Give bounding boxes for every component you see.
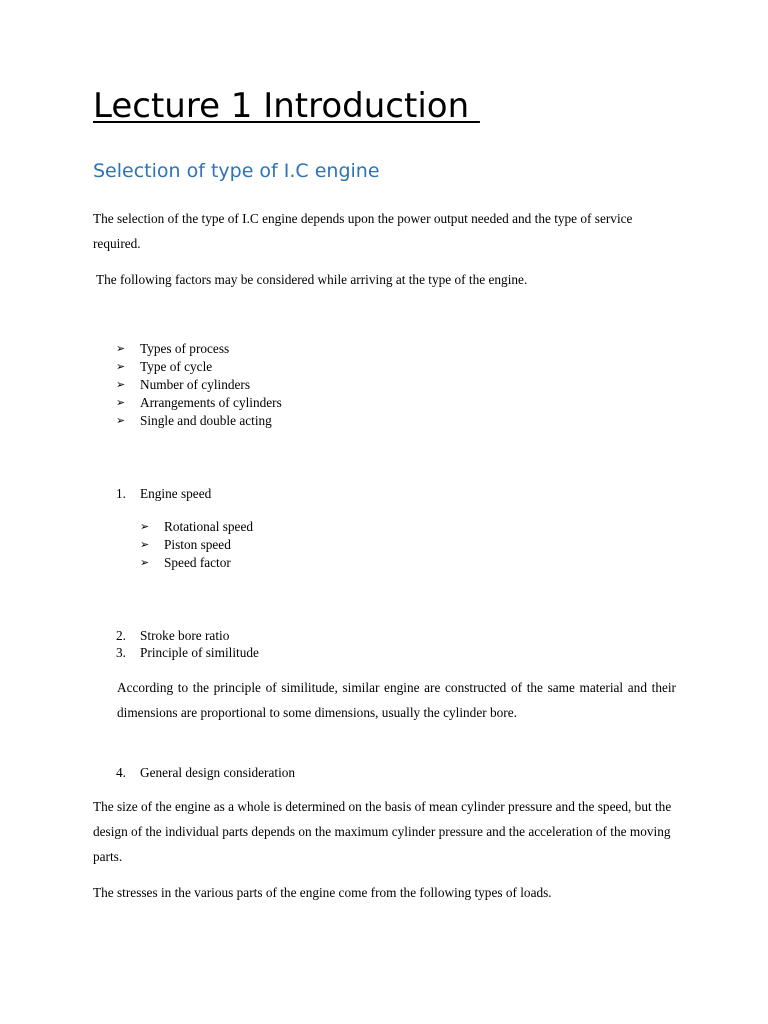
list-item bbox=[116, 394, 282, 412]
arrow-bullet-icon: ➢ bbox=[140, 556, 150, 569]
list-item-label: Single and double acting bbox=[140, 413, 272, 428]
list-item bbox=[116, 358, 282, 376]
list-item-label: Speed factor bbox=[164, 555, 231, 570]
numbered-item-1 bbox=[116, 485, 211, 503]
numbered-item-label: Engine speed bbox=[140, 486, 212, 501]
stresses-paragraph: The stresses in the various parts of the engine come from the following types of loads. bbox=[93, 885, 552, 900]
numbered-item-4 bbox=[116, 764, 295, 782]
list-item bbox=[140, 518, 253, 536]
arrow-bullet-icon: ➢ bbox=[140, 520, 150, 533]
factors-intro-paragraph: The following factors may be considered while arriving at the type of the engine. bbox=[96, 272, 528, 287]
numbered-list-item bbox=[116, 627, 259, 644]
numbered-item-label: Stroke bore ratio bbox=[140, 628, 230, 643]
numbered-list-item bbox=[116, 764, 295, 782]
list-item bbox=[116, 376, 282, 394]
list-item-label: Number of cylinders bbox=[140, 377, 251, 392]
arrow-bullet-icon: ➢ bbox=[140, 538, 150, 551]
item-number: 1. bbox=[116, 486, 126, 501]
list-item bbox=[140, 554, 253, 572]
arrow-bullet-icon: ➢ bbox=[116, 378, 126, 391]
speed-list bbox=[140, 518, 253, 572]
list-item-label: Types of process bbox=[140, 341, 230, 356]
numbered-item-label: Principle of similitude bbox=[140, 645, 259, 660]
list-item bbox=[116, 412, 282, 430]
list-item-label: Type of cycle bbox=[140, 359, 213, 374]
list-item-label: Piston speed bbox=[164, 537, 231, 552]
item-number: 4. bbox=[116, 765, 126, 780]
factors-list bbox=[116, 340, 282, 430]
numbered-list-item bbox=[116, 485, 211, 503]
item-number: 2. bbox=[116, 628, 126, 643]
list-item bbox=[140, 536, 253, 554]
intro-paragraph: The selection of the type of I.C engine depends upon the power output needed and the type of service required. bbox=[93, 211, 633, 251]
arrow-bullet-icon: ➢ bbox=[116, 414, 126, 427]
numbered-items-2-3 bbox=[116, 627, 259, 661]
item-number: 3. bbox=[116, 645, 126, 660]
arrow-bullet-icon: ➢ bbox=[116, 342, 126, 355]
similitude-paragraph: According to the principle of similitude, similar engine are constructed of the same material and their dimensions are proportional to some dimensions, usually the cylinder bore. bbox=[117, 680, 676, 720]
design-paragraph: The size of the engine as a whole is determined on the basis of mean cylinder pressure and the speed, but the design of the individual parts depends on the maximum cylinder pressure and the acceleration of the moving parts. bbox=[93, 799, 672, 864]
numbered-item-label: General design consideration bbox=[140, 765, 296, 780]
numbered-list-item bbox=[116, 644, 259, 661]
list-item bbox=[116, 340, 282, 358]
section-heading: Selection of type of I.C engine bbox=[93, 160, 380, 182]
arrow-bullet-icon: ➢ bbox=[116, 360, 126, 373]
list-item-label: Arrangements of cylinders bbox=[140, 395, 282, 410]
list-item-label: Rotational speed bbox=[164, 519, 253, 534]
arrow-bullet-icon: ➢ bbox=[116, 396, 126, 409]
page-title: Lecture 1 Introduction bbox=[93, 86, 480, 126]
